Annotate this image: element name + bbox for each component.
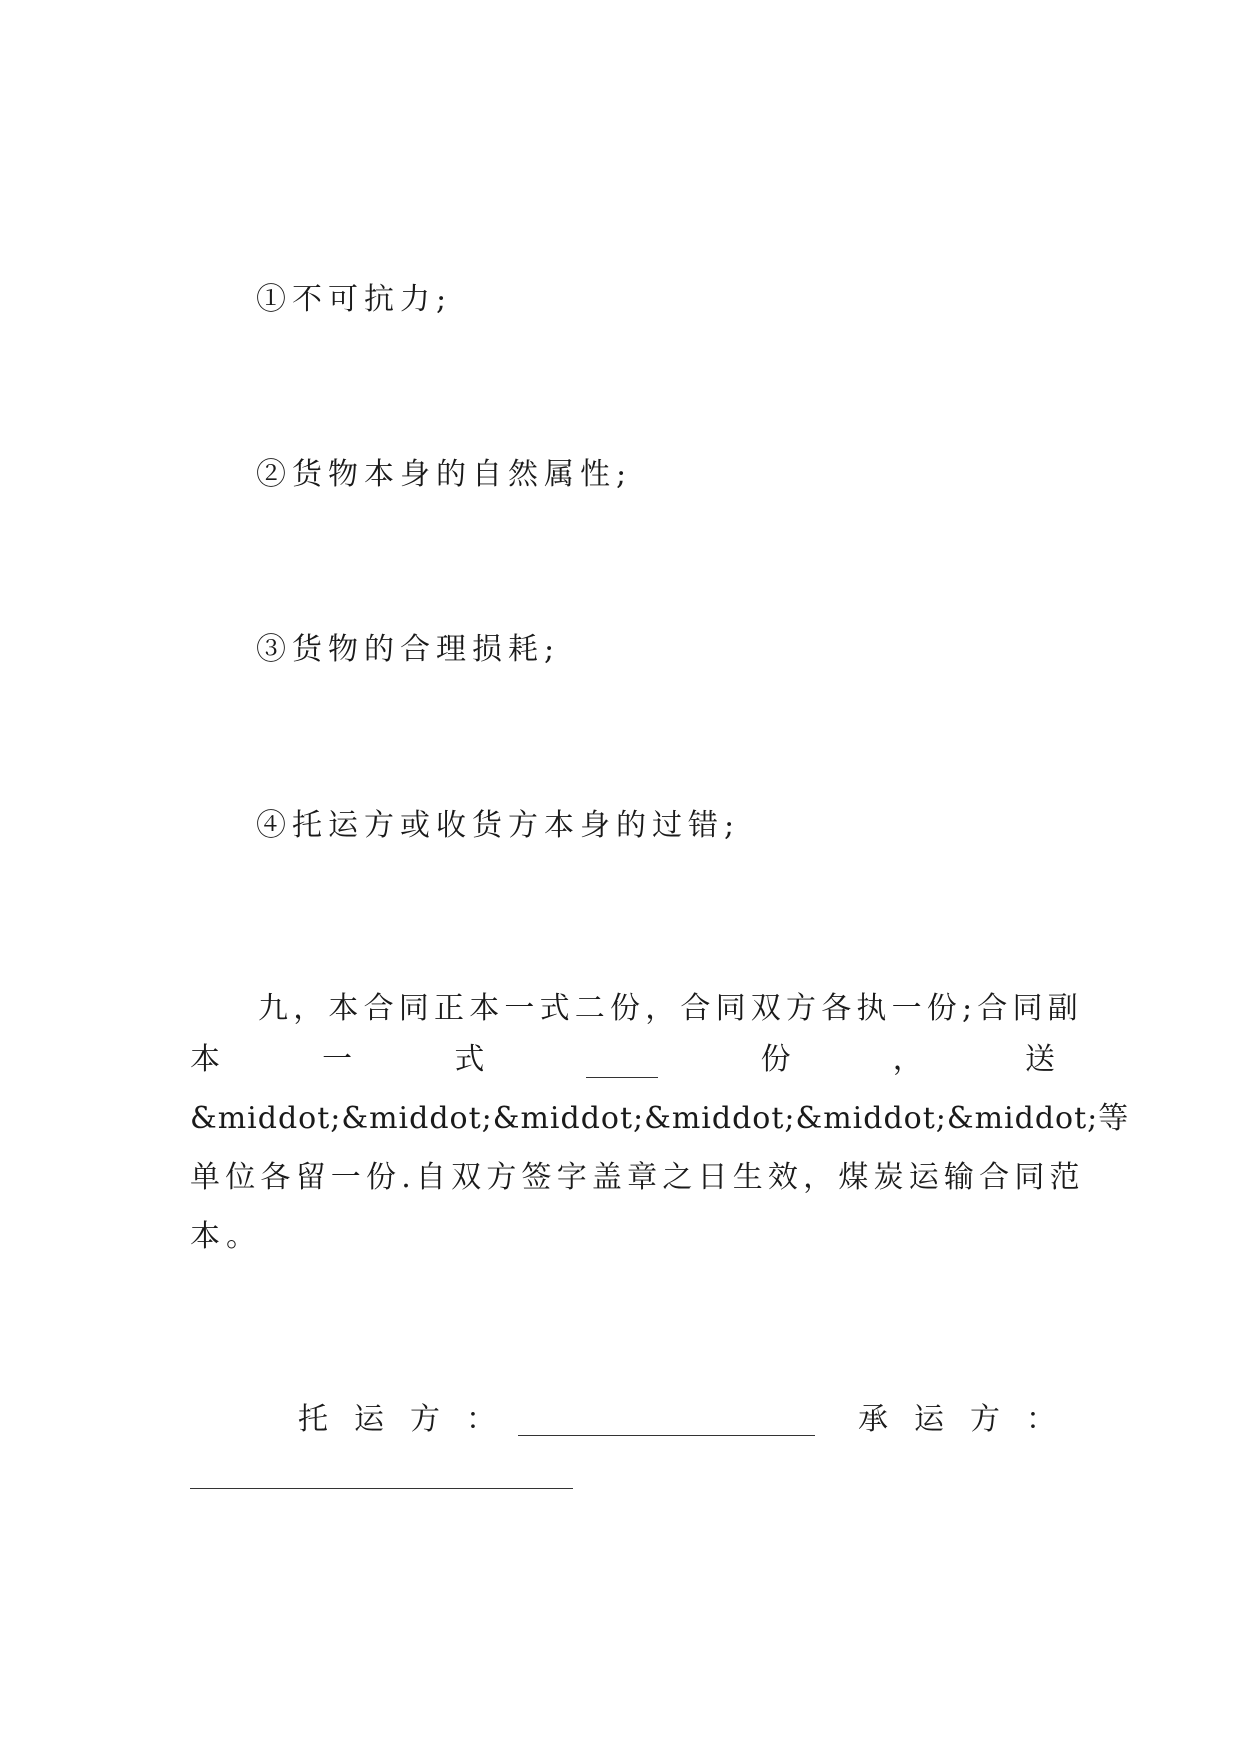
clause-nine-line-3 — [190, 1090, 1130, 1148]
list-item-force-majeure: ①不可抗力; — [256, 282, 453, 317]
word-yi: 一 — [322, 1042, 353, 1077]
list-item-party-fault: ④托运方或收货方本身的过错; — [256, 808, 741, 843]
carrier-label: 承运方： — [858, 1402, 1082, 1437]
clause-nine-line-4: 单位各留一份.自双方签字盖章之日生效，煤炭运输合同范 — [190, 1160, 1085, 1195]
middot-text: &middot;&middot;&middot;&middot;&middot;&middot; — [190, 1101, 1099, 1136]
list-item-natural-property: ②货物本身的自然属性; — [256, 457, 633, 492]
word-fen: 份 — [760, 1042, 791, 1077]
word-song: 送 — [1024, 1042, 1055, 1077]
word-ben: 本 — [190, 1042, 220, 1077]
copies-blank-field[interactable] — [586, 1043, 658, 1078]
shipper-signature-line[interactable] — [518, 1435, 815, 1436]
shipper-label: 托运方： — [298, 1402, 522, 1437]
clause-nine-line-1: 九，本合同正本一式二份，合同双方各执一份;合同副 — [258, 991, 1083, 1026]
clause-nine-line-2 — [190, 1031, 1055, 1089]
word-shi: 式 — [454, 1042, 485, 1077]
comma: ， — [892, 1042, 923, 1077]
signature-row — [298, 1391, 1082, 1449]
word-deng: 等 — [1098, 1101, 1130, 1136]
list-item-reasonable-loss: ③货物的合理损耗; — [256, 632, 561, 667]
clause-nine-line-5: 本。 — [190, 1219, 262, 1254]
carrier-signature-line[interactable] — [190, 1488, 573, 1489]
